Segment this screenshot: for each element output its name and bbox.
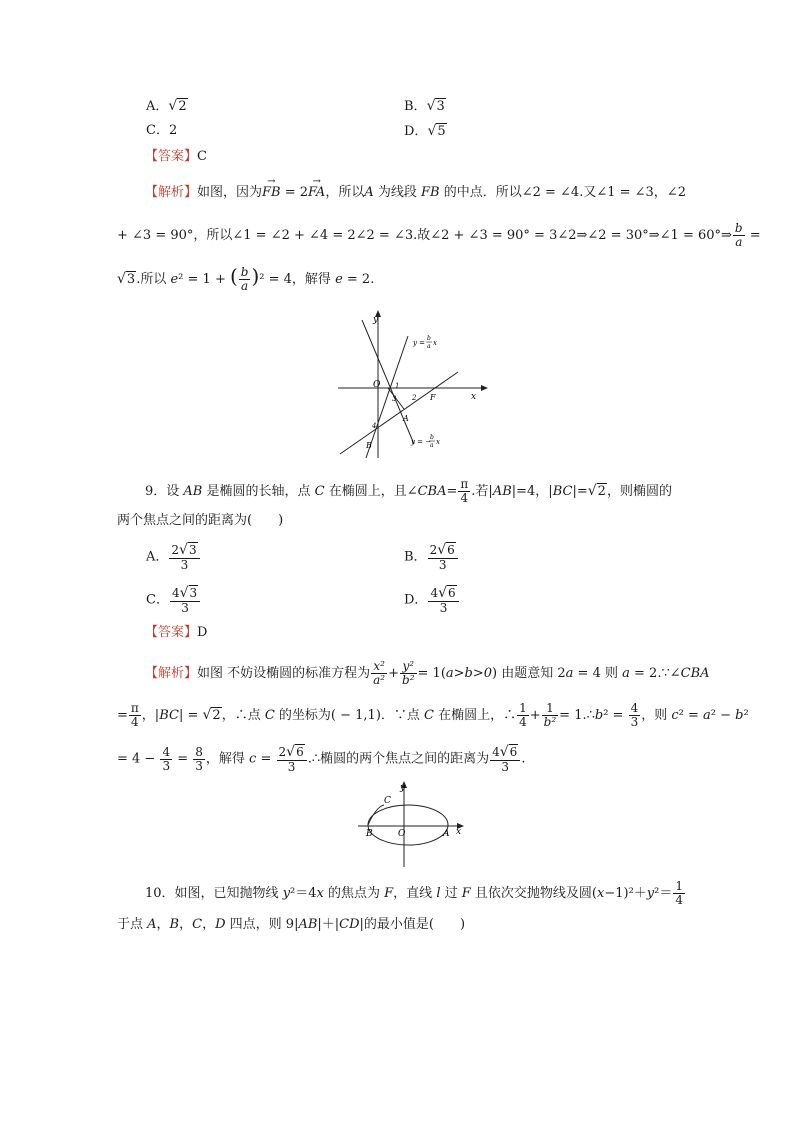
upper-line-label [412,335,437,350]
ellipse-point-c: C [384,796,391,806]
q9-option-b: B． $\frac{2√6}{3}$ [404,542,459,572]
ellipse-curve [368,805,448,845]
point-f-label: F [430,393,436,402]
q8-answer: 【答案】C [145,149,207,164]
q8-analysis-line3: √3.所以 e² = 1 + ( $\frac{b}{a}$ )² = 4，解得 e = 2. [117,264,375,293]
svg-text:b: b [427,335,431,342]
segment-bc [368,805,384,825]
ellipse-point-b: B [366,829,373,839]
origin-label: O [373,380,381,390]
ellipse-x-label: x [456,827,462,837]
angle-1-label: 1 [395,382,400,390]
svg-text:x: x [433,339,437,347]
upper-asymptote-line [366,336,408,458]
q9-option-a: A． $\frac{2√3}{3}$ [146,542,201,572]
q10-stem-line1: 10．如图，已知抛物线 y²＝4x 的焦点为 F，直线 l 过 F 且依次交抛物线及圆(x−1)²＋y²＝ $\frac{1}{4}$ [145,879,684,907]
angle-2-label: 2 [412,394,417,402]
lower-line-label [410,434,440,449]
x-axis-label: x [471,392,477,402]
q8-analysis-line1: 【解析】如图，因为→ FB = 2→ FA，所以A 为线段 FB 的中点．所以∠2 = ∠4.又∠1 = ∠3，∠2 [145,184,686,202]
angle-3-label: 3 [392,395,397,403]
q9-analysis-line3: = 4 − $\frac{4}{3}$ = $\frac{8}{3}$ ，解得 c = $\frac{2√6}{3}$ .∴椭圆的两个焦点之间的距离为 $\frac{4√6}{3}$ . [117,744,526,774]
q8-option-c: C．2 [146,123,178,138]
q8-asymptote-figure [336,308,492,460]
q9-stem-line1: 9．设 AB 是椭圆的长轴，点 C 在椭圆上，且∠CBA= $\frac{\pi}{4}$ .若|AB|=4，|BC|=√2，则椭圆的 [145,477,672,505]
svg-text:a: a [430,442,434,449]
q8-analysis-line2: + ∠3 = 90°，所以∠1 = ∠2 + ∠4 = 2∠2 = ∠3.故∠2 + ∠3 = 90° = 3∠2⇒∠2 = 30°⇒∠1 = 60°⇒ $\frac{b}{a}$ = [117,221,761,249]
q9-ellipse-figure [356,779,468,869]
svg-text:x: x [436,438,440,446]
y-axis-label: y [373,315,379,325]
svg-text:b: b [430,434,434,441]
lower-asymptote-line [362,320,414,444]
q10-stem-line2: 于点 A，B，C，D 四点，则 9|AB|＋|CD|的最小值是( ) [117,917,466,932]
ellipse-point-a: A [443,829,450,839]
angle-4-label: 4 [372,422,377,430]
ellipse-y-label: y [400,783,406,793]
q9-answer: 【答案】D [145,625,208,640]
q9-analysis-line1: 【解析】如图 不妨设椭圆的标准方程为 $\frac{\text{x²}}{\text{a²}}$ + $\frac{\text{y²}}{\text{b²}}$ = 1(a>b>0) 由题意知 2a = 4 则 a = 2.∵∠CBA [145,659,710,687]
svg-text:y =: y = [413,339,426,347]
ellipse-origin: O [398,829,406,839]
q9-option-d: D． $\frac{4√6}{3}$ [404,585,460,615]
q9-stem-line2: 两个焦点之间的距离为( ) [117,513,284,528]
q8-option-d: D．√5 [404,123,446,139]
q8-option-a: A．√2 [146,98,187,114]
q9-analysis-line2: = $\frac{\pi}{4}$ ，|BC| = √2，∴点 C 的坐标为( − 1,1)．∵点 C 在椭圆上，∴ $\frac{1}{4}$ + $\frac{1}{\text{b²}}$ = 1.∴b² = $\frac{4}{3}$ ，则 c² = a² − b² [117,701,749,729]
svg-text:a: a [427,343,431,350]
svg-text:y = −: y = − [411,438,432,446]
q9-option-c: C． $\frac{4√3}{3}$ [146,585,201,615]
point-a-label: A [403,414,409,423]
q8-option-b: B．√3 [404,98,445,114]
point-b-label: B [366,441,372,450]
